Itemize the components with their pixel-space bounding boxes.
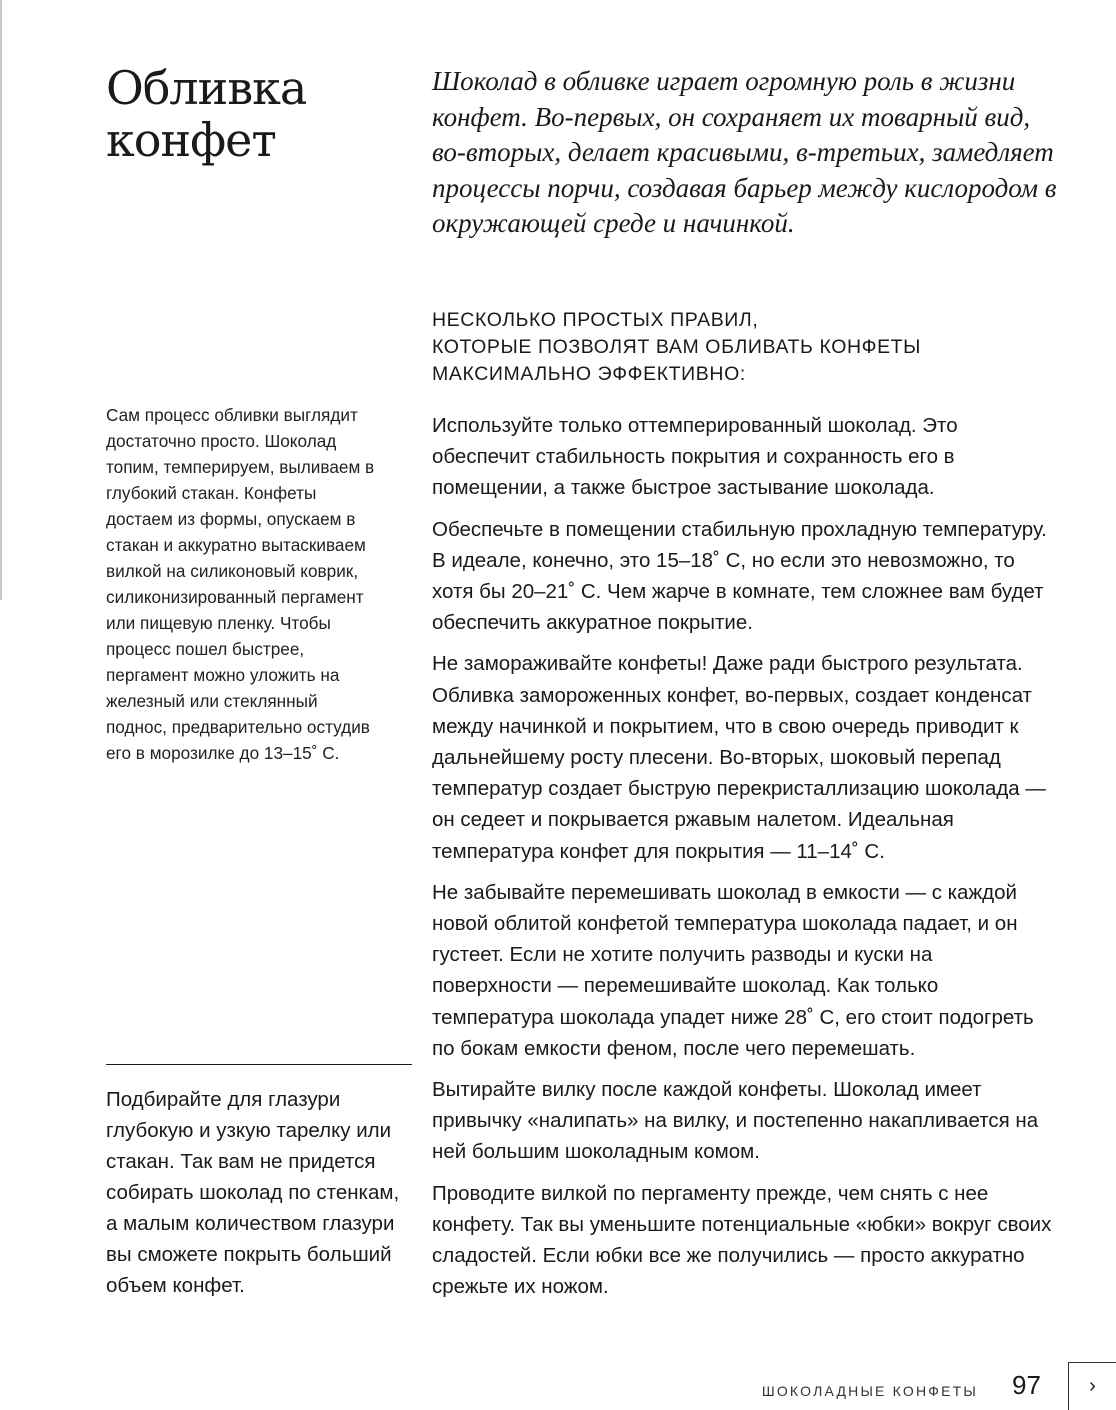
side-note: Сам процесс обливки выглядит достаточно просто. Шоколад топим, темперируем, выливаем в глубокий стакан. Конфеты достаем из формы, опускаем в стакан и аккуратно вытаскиваем вилкой на силиконовый коврик, силиконизированный пергамент или пищевую пленку. Чтобы процесс пошел быстрее, пергамент можно уложить на железный или стеклянный поднос, предварительно остудив его в морозилке до 13–15˚ С.: [106, 405, 375, 763]
page-title-line: конфет: [106, 113, 276, 167]
rule-item: Не замораживайте конфеты! Даже ради быстрого результата. Обливка замороженных конфет, во-первых, создает конденсат между начинкой и покрытием, что в свою очередь приводит к дальнейшему росту плесени. Во-вторых, шоковый перепад температур создает быструю перекристаллизацию шоколада — он седеет и покрывается ржавым налетом. Идеальная температура конфет для покрытия — 11–14˚ С.: [432, 652, 1046, 863]
page-edge-line: [0, 0, 2, 600]
footer-section-title: ШОКОЛАДНЫЕ КОНФЕТЫ: [761, 1383, 978, 1399]
divider: [106, 1064, 412, 1065]
rules-heading-line: НЕСКОЛЬКО ПРОСТЫХ ПРАВИЛ,: [432, 309, 759, 331]
page-number: 97: [1012, 1370, 1041, 1400]
intro-paragraph: Шоколад в обливке играет огромную роль в жизни конфет. Во-первых, он сохраняет их товарный вид, во-вторых, делает красивыми, в-третьих, замедляет процессы порчи, создавая барьер между кислородом в окружающей среде и начинкой.: [432, 66, 1057, 238]
next-page-button[interactable]: [1068, 1362, 1116, 1410]
rule-item: Вытирайте вилку после каждой конфеты. Шоколад имеет привычку «налипать» на вилку, и постепенно накапливается на ней большим шоколадным комом.: [432, 1078, 1039, 1164]
page-title-line: Обливка: [106, 61, 307, 115]
rules-heading-line: МАКСИМАЛЬНО ЭФФЕКТИВНО:: [432, 363, 746, 385]
rules-heading: [432, 307, 1052, 388]
rule-item: Обеспечьте в помещении стабильную прохладную температуру. В идеале, конечно, это 15–18˚ С, но если это невозможно, то хотя бы 20–21˚ С. Чем жарче в комнате, тем сложнее вам будет обеспечить аккуратное покрытие.: [432, 517, 1047, 635]
chevron-right-icon: ›: [1089, 1375, 1096, 1397]
rules-list: [432, 410, 1052, 1312]
rule-item: Не забывайте перемешивать шоколад в емкости — с каждой новой облитой конфетой температура шоколада падает, и он густеет. Если не хотите получить разводы и куски на поверхности — перемешивайте шоколад. Как только температура шоколада упадет ниже 28˚ С, его стоит подогреть по бокам емкости феном, после чего перемешать.: [432, 880, 1034, 1060]
rule-item: Проводите вилкой по пергаменту прежде, чем снять с нее конфету. Так вы уменьшите потенциальные «юбки» вокруг своих сладостей. Если юбки все же получились — просто аккуратно срежьте их ножом.: [432, 1181, 1052, 1299]
rules-heading-line: КОТОРЫЕ ПОЗВОЛЯТ ВАМ ОБЛИВАТЬ КОНФЕТЫ: [432, 336, 922, 358]
tip-paragraph: Подбирайте для глазури глубокую и узкую тарелку или стакан. Так вам не придется собирать шоколад по стенкам, а малым количеством глазури вы сможете покрыть больший объем конфет.: [106, 1088, 400, 1297]
rule-item: Используйте только оттемперированный шоколад. Это обеспечит стабильность покрытия и сохранность его в помещении, а также быстрое застывание шоколада.: [432, 414, 958, 500]
page-title: [106, 62, 306, 166]
